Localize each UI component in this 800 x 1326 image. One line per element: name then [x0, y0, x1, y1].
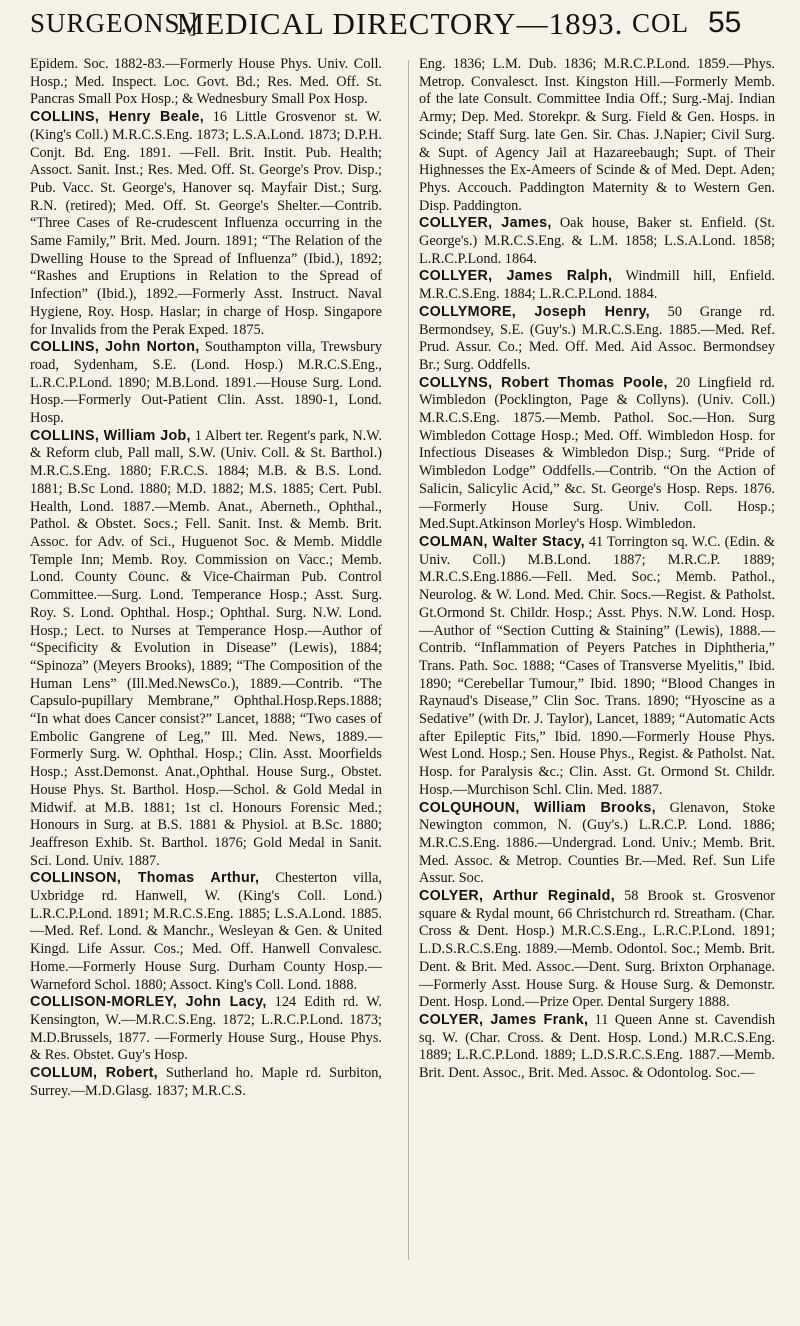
directory-entry: COLYER, James Frank, 11 Queen Anne st. Cavendish sq. W. (Char. Cross. & Dent. Hosp. Lond.) M.R.C.S.Eng. 1889; L.R.C.P.Lond. 1889; L.D.S.R.C.S.Eng. 1887.—Memb. Brit. Dent. Assoc., Brit. Med. Assoc. & Odontolog. Soc.—: [419, 1011, 775, 1082]
page-number: 55: [708, 6, 742, 39]
directory-entry: COLYER, Arthur Reginald, 58 Brook st. Grosvenor square & Rydal mount, 66 Christchurch rd. Streatham. (Char. Cross & Dent. Hosp.) M.R.C.S.Eng., L.R.C.P.Lond. 1891; L.D.S.R.C.S.Eng. 1889.—Memb. Odontol. Soc.; Memb. Brit. Dent. & Brit. Med. Assoc.—Dent. Surg. Brixton Orphanage.—Formerly Asst. House Surg. & House Surg. & Demonstr. Dent. Hosp. Lond.—Prize Oper. Dental Surgery 1888.: [419, 888, 775, 1011]
directory-entry: COLLISON-MORLEY, John Lacy, 124 Edith rd. W. Kensington, W.—M.R.C.S.Eng. 1872; L.R.C.P.Lond. 1873; M.D.Brussels, 1877. —Formerly House Surg., House Phys. & Res. Obstet. Guy's Hosp.: [30, 994, 382, 1064]
directory-entry: COLLINS, Henry Beale, 16 Little Grosvenor st. W. (King's Coll.) M.R.C.S.Eng. 1873; L.S.A.Lond. 1873; D.P.H. Conjt. Bd. Eng. 1891. —Fell. Brit. Instit. Pub. Health; Assoct. Sanit. Inst.; Res. Med. Off. St. George's Prov. Disp.; Pub. Vacc. St. George's, Hanover sq. Mayfair Dist.; Surg. R.N. (retired); Med. Off. St. George's Shelter.—Contrib. “Three Cases of Re-crudescent Influenza occurring in the Same Family,” Brit. Med. Journ. 1891; “The Relation of the Dwelling House to the Spread of Influenza” (Ibid.), 1892; “Rashes and Eruptions in Relation to the Spread of Infection” (Ibid.), 1892.—Formerly Asst. Instruct. Naval Hygiene, Roy. Hosp. Haslar; in charge of Hosp. Singapore for Invalids from the Perak Exped. 1875.: [30, 109, 383, 338]
directory-entry: Epidem. Soc. 1882-83.—Formerly House Phys. Univ. Coll. Hosp.; Med. Inspect. Loc. Govt. Bd.; Res. Med. Off. St. Pancras Small Pox Hosp.; & Wednesbury Small Pox Hosp.: [30, 56, 382, 108]
directory-entry: COLLINS, John Norton, Southampton villa, Trewsbury road, Sydenham, S.E. (Lond. Hosp.) M.R.C.S.Eng., L.R.C.P.Lond. 1890; M.B.Lond. 1891.—House Surg. Lond. Hosp.—Formerly Out-Patient Clin. Asst. 1890-1, Lond. Hosp.: [30, 339, 383, 427]
directory-entry: COLMAN, Walter Stacy, 41 Torrington sq. W.C. (Edin. & Univ. Coll.) M.B.Lond. 1887; M.R.C.P. 1889; M.R.C.S.Eng.1886.—Fell. Med. Soc.; Memb. Pathol., Neurolog. & W. Lond. Med. Chir. Socs.—Regist. & Patholst. Gt.Ormond St. Childr. Hosp.; Asst. Phys. N.W. Lond. Hosp. —Author of “Section Cutting & Staining” (Lewis), 1888.—Contrib. “Inflammation of Peyers Patches in Diphtheria,” Trans. Path. Soc. 1888; “Cases of Transverse Myelitis,” Ibid. 1890; “Cerebellar Tumour,” Ibid. 1890; “Blood Changes in Raynaud's Disease,” Clin Soc. Trans. 1890; “Hyoscine as a Sedative” (with Dr. J. Taylor), Lancet, 1889; “Automatic Acts after Epileptic Fits,” Ibid. 1890.—Formerly House Phys. West Lond. Hosp.; Sen. House Phys., Regist. & Patholst. Nat. Hosp. for Paralysis &c.; Clin. Asst. Gt. Ormond St. Childr. Hosp.—Murchison Schl. Clin. Med. 1887.: [419, 533, 775, 798]
running-header: [0, 0, 800, 50]
directory-entry: COLLUM, Robert, Sutherland ho. Maple rd. Surbiton, Surrey.—M.D.Glasg. 1837; M.R.C.S.: [30, 1065, 382, 1099]
directory-entry: COLQUHOUN, William Brooks, Glenavon, Stoke Newington common, N. (Guy's.) L.R.C.P. Lond. 1886; M.R.C.S.Eng. 1886.—Undergrad. Lond. Univ.; Memb. Brit. Med. Assoc. & Metrop. Counties Br.—Med. Ref. Sun Life Assur. Soc.: [419, 799, 775, 887]
directory-entry: COLLINSON, Thomas Arthur, Chesterton villa, Uxbridge rd. Hanwell, W. (King's Coll. Lond.) L.R.C.P.Lond. 1891; M.R.C.S.Eng. 1885; L.S.A.Lond. 1885.—Med. Ref. Lond. & Manchr., Wesleyan & Gen. & United Kingd. Life Assur. Cos.; Med. Off. Hanwell Convalesc. Home.—Formerly House Surg. Durham County Hosp.—Warneford Schol. 1880; Assoct. King's Coll. Lond. 1888.: [30, 870, 382, 993]
directory-entry: COLLYER, James Ralph, Windmill hill, Enfield. M.R.C.S.Eng. 1884; L.R.C.P.Lond. 1884.: [419, 268, 775, 303]
header-title: MEDICAL DIRECTORY—1893.: [176, 6, 624, 41]
right-column: [419, 56, 775, 1083]
header-section-label: SURGEONS.]: [30, 8, 199, 38]
directory-entry: COLLINS, William Job, 1 Albert ter. Regent's park, N.W. & Reform club, Pall mall, S.W. (Univ. Coll. & St. Barthol.) M.R.C.S.Eng. 1880; F.R.C.S. 1884; M.B. & B.S. Lond. 1881; B.Sc Lond. 1880; M.D. 1882; M.S. 1885; Cert. Publ. Health, Lond. 1887.—Memb. Anat., Aberneth., Ophthal., Pathol. & Obstet. Socs.; Fell. Sanit. Inst. & Memb. Brit. Assoc. for Adv. of Sci., Huguenot Soc. & Memb. Middle Temple Inn; Memb. Roy. Commission on Vacc.; Memb. Lond. County Counc. & Vice-Chairman Pub. Control Committee.—Surg. Lond. Temperance Hosp.; Asst. Surg. Roy. S. Lond. Ophthal. Hosp.; Ophthal. Surg. N.W. Lond. Hosp.; Lect. to Nurses at Temperance Hosp.—Author of “Specificity & Evolution in Disease” (Lewis), 1884; “Spinoza” (Meyers Brooks), 1889; “The Composition of the Human Lens” (Ill.Med.NewsCo.), 1889.—Contrib. “The Capsulo-pupillary Membrane,” Ophthal.Hosp.Reps.1888; “In what does Cancer consist?” Lancet, 1888; “Two cases of Embolic Gangrene of Leg,” Ill. Med. News, 1889.—Formerly Surg. W. Ophthal. Hosp.; Clin. Asst. Moorfields Hosp.; Asst.Demonst. Anat.,Ophthal. House Surg., Obstet. House Phys. St. Barthol. Hosp.—Schol. & Gold Medal in Midwif. at M.B. 1881; 1st cl. Honours Forensic Med.; Honours in Surg. at B.S. 1881 & Physiol. at B.Sc. 1880; Jeaffreson Exhib. St. Barthol. 1876; Gold Medal in Sanit. Sci. Lond. Univ. 1887.: [30, 427, 382, 869]
directory-entry: COLLYER, James, Oak house, Baker st. Enfield. (St. George's.) M.R.C.S.Eng. & L.M. 1858; L.S.A.Lond. 1858; L.R.C.P.Lond. 1864.: [419, 215, 775, 267]
directory-entry: COLLYMORE, Joseph Henry, 50 Grange rd. Bermondsey, S.E. (Guy's.) M.R.C.S.Eng. 1885.—Med. Ref. Prud. Assur. Co.; Med. Off. Med. Aid Assoc. Bermondsey Br.; Surg. Oddfells.: [419, 303, 775, 373]
directory-entry: COLLYNS, Robert Thomas Poole, 20 Lingfield rd. Wimbledon (Pocklington, Page & Collyns). (Univ. Coll.) M.R.C.S.Eng. 1875.—Memb. Pathol. Soc.—Hon. Surg Wimbledon Cottage Hosp.; Med. Off. Wimbledon Hosp. for Infectious Diseases & Wimbledon Disp.; Surg. “Pride of Wimbledon Lodge” Oddfells.—Contrib. “On the Action of Salicin, Salicylic Acid,” &c. St. George's Hosp. Reps. 1876.—Formerly House Surg. Univ. Coll. Hosp.; Med.Supt.Atkinson Morley's Hosp. Wimbledon.: [419, 374, 775, 533]
header-alpha-key: COL: [632, 8, 689, 38]
directory-entry: Eng. 1836; L.M. Dub. 1836; M.R.C.P.Lond. 1859.—Phys. Metrop. Convalesct. Inst. Kingston Hill.—Formerly Memb. of the late Consult. Committee India Off.; Surg.-Maj. Indian Army; Dep. Med. Storekpr. & Surg. Field & Gen. Hosps. in Scinde; Staff Surg. late Gen. Sir. Chas. J.Napier; Civil Surg. & Supt. of Agency Jail at Hazareebaugh; Supt. of Their Highnesses the Ex-Ameers of Scinde & of Med. Dept. Aden; Phys. Accouch. Paddington Maternity & to Western Gen. Disp. Paddington.: [419, 56, 775, 214]
column-divider: [408, 60, 409, 1260]
left-column: [30, 56, 382, 1100]
